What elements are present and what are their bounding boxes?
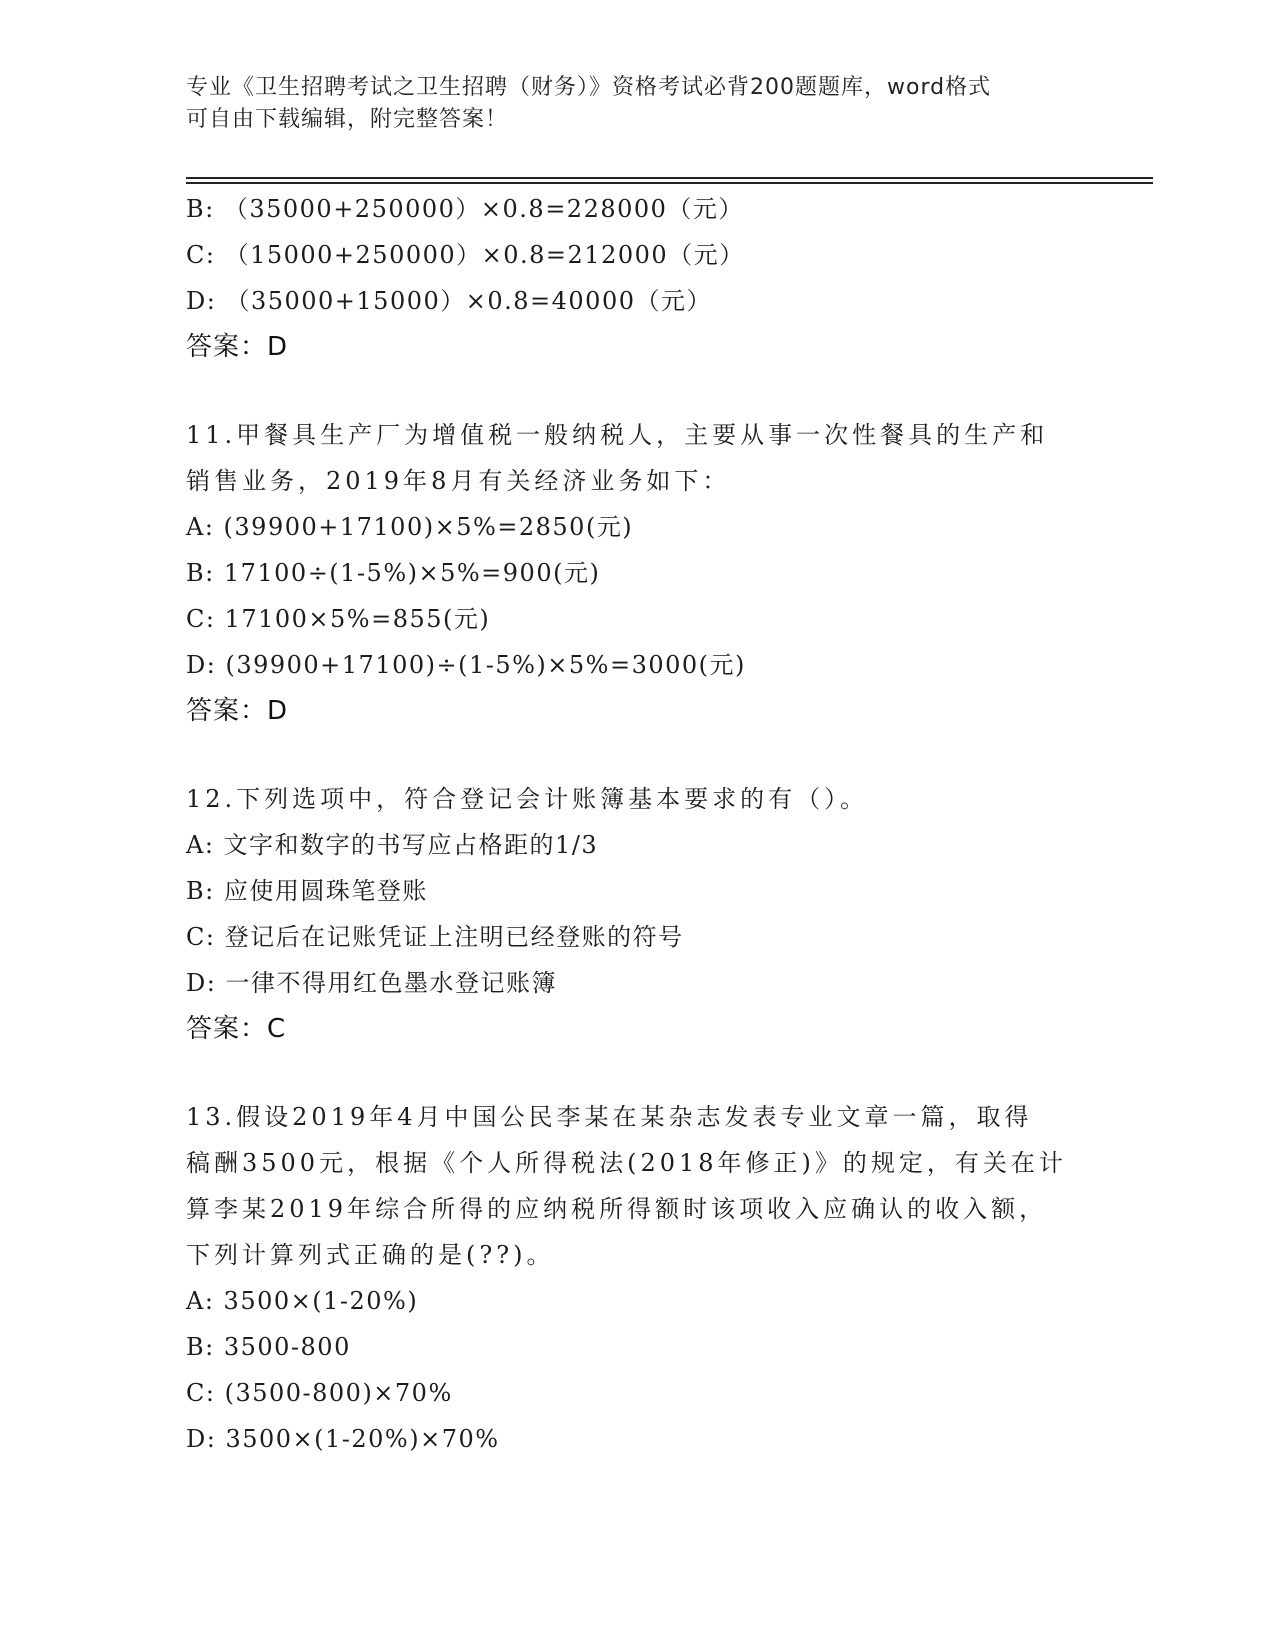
option-a: A: (39900+17100)×5%=2850(元) xyxy=(186,513,634,541)
answer-line: 答案：D xyxy=(186,332,289,362)
question-stem xyxy=(186,1094,1186,1278)
stem-line: 12.下列选项中，符合登记会计账簿基本要求的有（）。 xyxy=(186,785,869,813)
option-b: B: 17100÷(1-5%)×5%=900(元) xyxy=(186,559,601,587)
stem-line: 销售业务，2019年8月有关经济业务如下： xyxy=(186,467,731,495)
header-divider-top xyxy=(186,177,1153,179)
option-b: B: （35000+250000）×0.8=228000（元） xyxy=(186,195,744,223)
option-d: D: （35000+15000）×0.8=40000（元） xyxy=(186,287,712,315)
answer-line: 答案：C xyxy=(186,1014,287,1044)
answer-line: 答案：D xyxy=(186,696,289,726)
document-header xyxy=(186,72,1086,136)
question-13 xyxy=(186,1094,1186,1462)
option-d: D: (39900+17100)÷(1-5%)×5%=3000(元) xyxy=(186,651,746,679)
header-line-2: 可自由下载编辑，附完整答案！ xyxy=(186,107,509,132)
option-d: D: 3500×(1-20%)×70% xyxy=(186,1425,500,1453)
question-stem xyxy=(186,412,1186,504)
option-c: C: 登记后在记账凭证上注明已经登账的符号 xyxy=(186,923,684,951)
option-c: C: 17100×5%=855(元) xyxy=(186,605,491,633)
question-12 xyxy=(186,776,1186,1052)
stem-line: 下列计算列式正确的是(??)。 xyxy=(186,1241,555,1269)
option-d: D: 一律不得用红色墨水登记账簿 xyxy=(186,969,557,997)
option-b: B: 3500-800 xyxy=(186,1333,351,1361)
question-10 xyxy=(186,186,1186,370)
option-b: B: 应使用圆珠笔登账 xyxy=(186,877,428,905)
stem-line: 算李某2019年综合所得的应纳税所得额时该项收入应确认的收入额， xyxy=(186,1195,1048,1223)
option-c: C: (3500-800)×70% xyxy=(186,1379,453,1407)
header-line-1: 专业《卫生招聘考试之卫生招聘（财务）》资格考试必背200题题库，word格式 xyxy=(186,75,992,100)
stem-line: 13.假设2019年4月中国公民李某在某杂志发表专业文章一篇，取得 xyxy=(186,1103,1033,1131)
question-stem xyxy=(186,776,1186,822)
stem-line: 11.甲餐具生产厂为增值税一般纳税人，主要从事一次性餐具的生产和 xyxy=(186,421,1049,449)
header-divider-bottom xyxy=(186,182,1153,184)
option-c: C: （15000+250000）×0.8=212000（元） xyxy=(186,241,745,269)
option-a: A: 3500×(1-20%) xyxy=(186,1287,419,1315)
question-11 xyxy=(186,412,1186,734)
question-list xyxy=(186,186,1186,1462)
option-a: A: 文字和数字的书写应占格距的1/3 xyxy=(186,831,599,859)
stem-line: 稿酬3500元，根据《个人所得税法(2018年修正)》的规定，有关在计 xyxy=(186,1149,1067,1177)
